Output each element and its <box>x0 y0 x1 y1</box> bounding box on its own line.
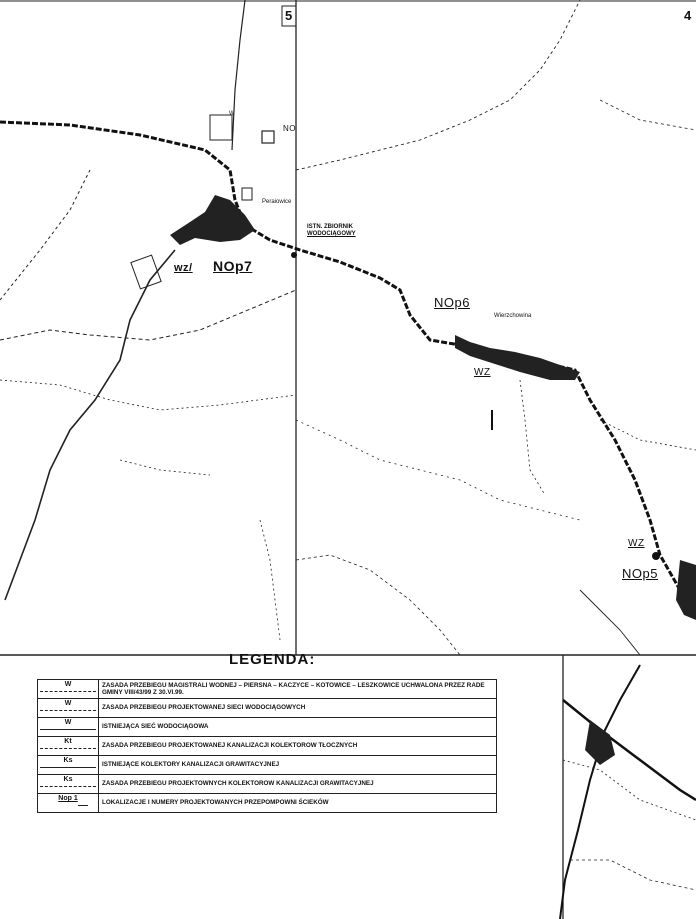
legend-row <box>38 718 497 737</box>
contour-line <box>0 290 296 340</box>
legend-row <box>38 737 497 756</box>
label-nop7: NOp7 <box>213 258 253 274</box>
legend-row <box>38 794 497 813</box>
legend-symbol-pump-station: Nop 1 <box>38 794 99 813</box>
contour-line <box>520 380 545 495</box>
legend-symbol-projected-water: W <box>38 699 99 718</box>
inset-village-cluster <box>585 720 615 765</box>
legend-row <box>38 699 497 718</box>
road-line <box>232 0 245 150</box>
sheet-number-right: 4 <box>684 8 692 23</box>
contour-line <box>0 170 90 300</box>
legend-text: ISTNIEJĄCA SIEĆ WODOCIĄGOWA <box>99 718 497 737</box>
label-wierzchowina: Wierzchowina <box>494 313 532 319</box>
village-cluster-nop7 <box>170 195 255 245</box>
legend-symbol-existing-gravity-sewer: Ks <box>38 756 99 775</box>
inset-road <box>560 665 640 919</box>
legend-symbol-pressure-sewer: Kt <box>38 737 99 756</box>
legend-text: LOKALIZACJE I NUMERY PROJEKTOWANYCH PRZEPOMPOWNI ŚCIEKÓW <box>99 794 497 813</box>
contour-line <box>296 420 580 520</box>
village-cluster-nop5 <box>676 560 696 620</box>
contour-line <box>600 100 696 130</box>
contour-line <box>296 555 460 655</box>
label-zbiornik-line2: WODOCIĄGOWY <box>307 231 356 237</box>
building-outline <box>210 115 232 140</box>
label-peraiowice: Peraiowice <box>262 199 292 205</box>
label-wz-right: WZ <box>628 538 645 549</box>
pump-station-marker <box>652 552 660 560</box>
contour-line <box>570 860 696 890</box>
building-outline <box>262 131 274 143</box>
legend-symbol-existing-water: W <box>38 718 99 737</box>
label-zbiornik-line1: ISTN. ZBIORNIK <box>307 224 353 230</box>
legend-title: LEGENDA: <box>229 651 316 668</box>
legend-symbol-projected-gravity-sewer: Ks <box>38 775 99 794</box>
legend-row <box>38 680 497 699</box>
contour-line <box>120 460 210 475</box>
legend-text: ZASADA PRZEBIEGU PROJEKTOWANEJ KANALIZACJI KOLEKTOROW TŁOCZNYCH <box>99 737 497 756</box>
contour-line <box>600 420 696 450</box>
water-main-route <box>0 122 696 600</box>
legend-symbol-magistral: W <box>38 680 99 699</box>
label-w-small: W <box>229 111 235 117</box>
label-wz-mid: WZ <box>474 367 491 378</box>
sheet-number-left: 5 <box>285 8 293 23</box>
legend-text: ISTNIEJĄCE KOLEKTORY KANALIZACJI GRAWITACYJNEJ <box>99 756 497 775</box>
building-outline <box>242 188 252 200</box>
contour-line <box>296 0 580 170</box>
contour-line <box>0 380 296 410</box>
legend-table <box>37 679 497 813</box>
legend-text: ZASADA PRZEBIEGU PROJEKTOWANEJ SIECI WODOCIĄGOWYCH <box>99 699 497 718</box>
label-wz-left: wz/ <box>174 262 193 274</box>
road-line <box>580 590 640 655</box>
road-line <box>5 250 175 600</box>
pump-station-marker <box>291 252 297 258</box>
inset-road <box>563 700 696 800</box>
legend-row <box>38 775 497 794</box>
contour-line <box>260 520 280 640</box>
legend-text: ZASADA PRZEBIEGU PROJEKTOWNYCH KOLEKTOROW KANALIZACJI GRAWITACYJNEJ <box>99 775 497 794</box>
label-nop6: NOp6 <box>434 295 470 310</box>
label-nop5: NOp5 <box>622 566 658 581</box>
legend-text: ZASADA PRZEBIEGU MAGISTRALI WODNEJ – PIERSNA – KACZYCE – KOTOWICE – LESZKOWICE UCHWALONA PRZEZ RADE GMINY VIII/43/99 Z 30.VI.99. <box>99 680 497 699</box>
label-no: NO <box>283 124 296 133</box>
legend-row <box>38 756 497 775</box>
